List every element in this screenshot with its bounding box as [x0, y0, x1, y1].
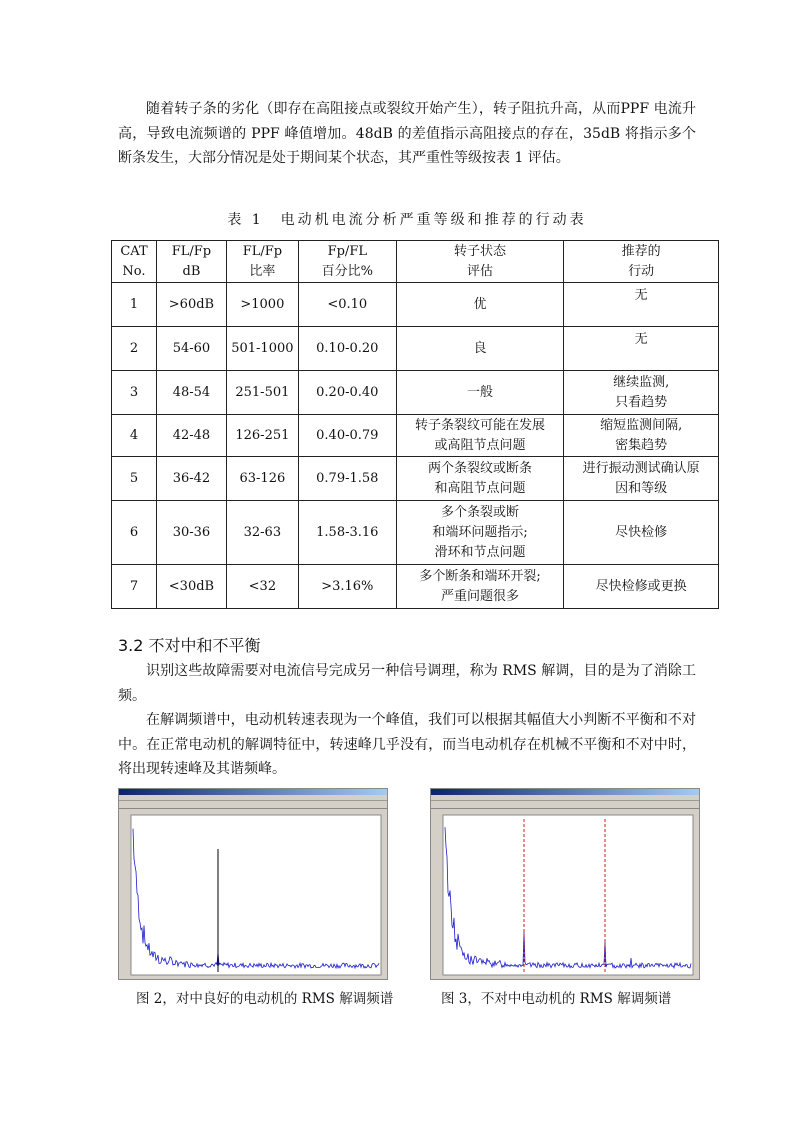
- table-row: 5 36-42 63-126 0.79-1.58 两个条裂纹或断条 和高阻节点问题 进行振动测试确认原 因和等级: [112, 457, 719, 501]
- window-toolbar: [431, 801, 699, 809]
- figure-3-spectrum-window: [430, 788, 700, 980]
- intro-paragraph: 随着转子条的劣化（即存在高阻接点或裂纹开始产生），转子阻抗升高，从而PPF 电流升高，导致电流频谱的 PPF 峰值增加。48dB 的差值指示高阻接点的存在，35dB 将指示多个断条发生，大部分情况是处于期间某个状态，其严重性等级按表 1 评估。: [118, 101, 696, 166]
- section-paragraph-2: 在解调频谱中，电动机转速表现为一个峰值，我们可以根据其幅值大小判断不平衡和不对中。在正常电动机的解调特征中，转速峰几乎没有，而当电动机存在机械不平衡和不对中时，将出现转速峰及其谐频峰。: [118, 712, 696, 777]
- section-paragraph-1: 识别这些故障需要对电流信号完成另一种信号调理，称为 RMS 解调，目的是为了消除工频。: [118, 663, 696, 704]
- window-toolbar: [119, 801, 387, 809]
- header-db: FL/Fp dB: [156, 241, 226, 283]
- header-cat: CAT No.: [112, 241, 157, 283]
- table-header-row: [112, 241, 719, 283]
- table-row: 2 54-60 501-1000 0.10-0.20 良 无: [112, 327, 719, 371]
- header-rotor-state: 转子状态 评估: [396, 241, 564, 283]
- figure-3-caption: 图 3，不对中电动机的 RMS 解调频谱: [441, 991, 672, 1007]
- table-row: 3 48-54 251-501 0.20-0.40 一般 继续监测, 只看趋势: [112, 371, 719, 415]
- header-action: 推荐的 行动: [564, 241, 719, 283]
- table-row: 6 30-36 32-63 1.58-3.16 多个条裂或断 和端环问题指示; 滑环和节点问题 尽快检修: [112, 501, 719, 565]
- header-ratio: FL/Fp 比率: [226, 241, 298, 283]
- severity-table: [111, 240, 719, 609]
- figure-2-caption: 图 2，对中良好的电动机的 RMS 解调频谱: [136, 991, 394, 1007]
- plot-area: [443, 815, 693, 975]
- table-row: 1 >60dB >1000 <0.10 优 无: [112, 283, 719, 327]
- figure-2-spectrum-window: [118, 788, 388, 980]
- figure-3-plot: [431, 809, 699, 980]
- header-percent: Fp/FL 百分比%: [298, 241, 396, 283]
- table-caption: 表 1 电动机电流分析严重等级和推荐的行动表: [227, 212, 587, 228]
- plot-area: [131, 815, 381, 975]
- figure-2-plot: [119, 809, 387, 980]
- table-row: 7 <30dB <32 >3.16% 多个断条和端环开裂; 严重问题很多 尽快检修或更换: [112, 565, 719, 609]
- table-row: 4 42-48 126-251 0.40-0.79 转子条裂纹可能在发展 或高阻节点问题 缩短监测间隔, 密集趋势: [112, 415, 719, 457]
- section-title: 3.2 不对中和不平衡: [118, 636, 261, 655]
